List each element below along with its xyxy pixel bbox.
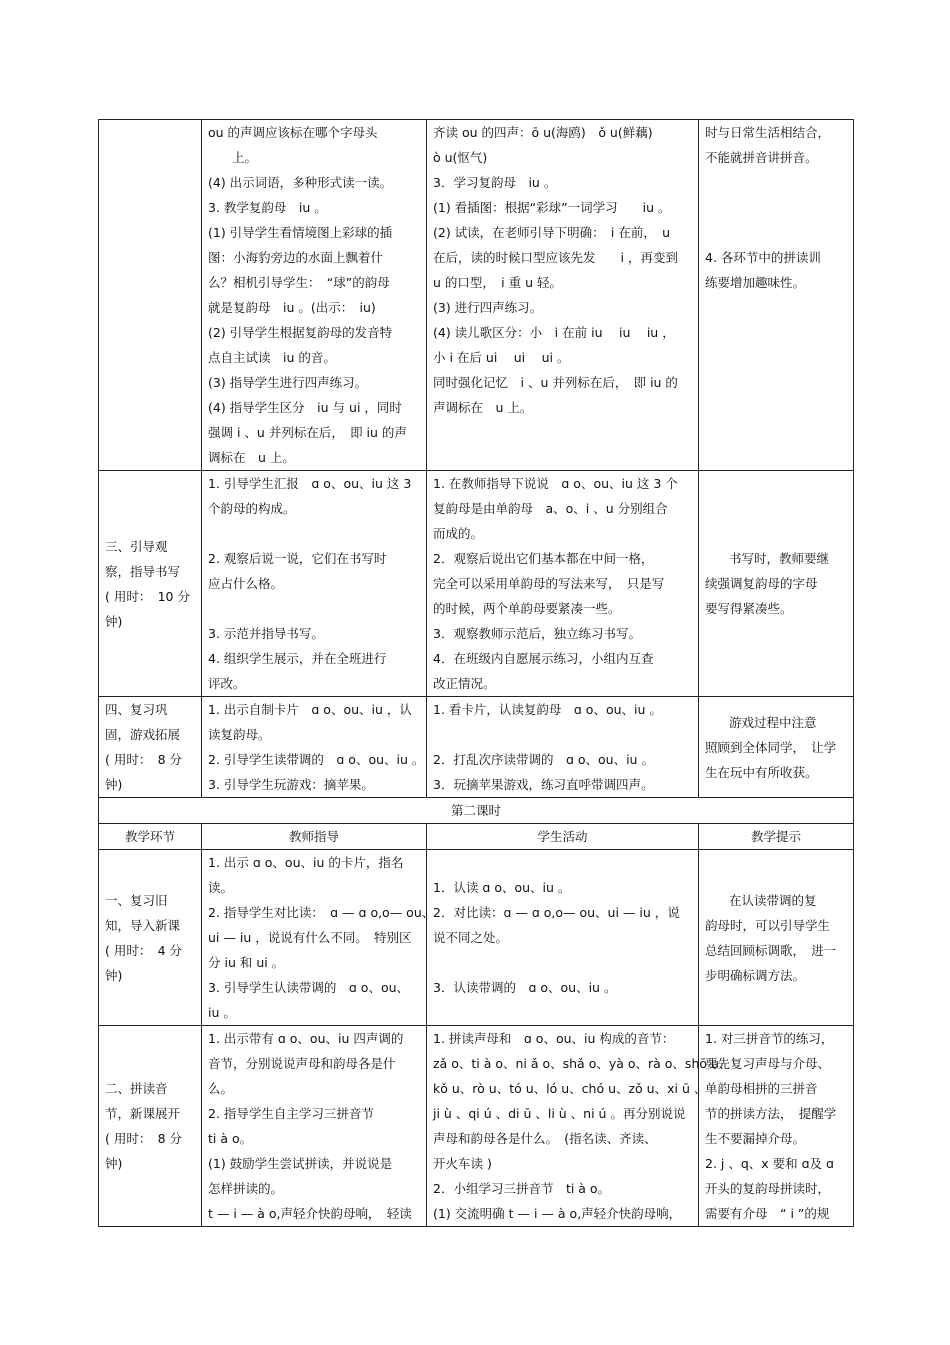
column-header-stage: 教学环节 xyxy=(99,824,202,850)
student-activity-cell: 1. 在教师指导下说说 ɑ o、ou、iu 这 3 个 复韵母是由单韵母 a、o、i 、u 分别组合 而成的。 2．观察后说出它们基本都在中间一格， 完全可以采用单韵母的写法来写， 只是写 的时候，两个单韵母要紧凑一些。 3．观察教师示范后，独立练习书写。 4．在班级内自愿展示练习，小组内互查 改正情况。 xyxy=(427,471,699,697)
teaching-tip-cell: 在认读带调的复 韵母时，可以引导学生 总结回顾标调歌， 进一 步明确标调方法。 xyxy=(699,850,854,1026)
table-row xyxy=(99,850,854,1026)
student-activity-cell: 1．认读 ɑ o、ou、iu 。 2．对比读：ɑ — ɑ o,o— ou、ui — iu ，说 说不同之处。 3．认读带调的 ɑ o、ou、iu 。 xyxy=(427,850,699,1026)
table-row xyxy=(99,471,854,697)
column-header-tip: 教学提示 xyxy=(699,824,854,850)
stage-cell: 二、拼读音 节，新课展开 ( 用时： 8 分 钟) xyxy=(99,1026,202,1227)
teaching-tip-cell: 1. 对三拼音节的练习， 要先复习声母与介母、 单韵母相拼的三拼音 节的拼读方法， 提醒学 生不要漏掉介母。 2. j 、q、x 要和 ɑ及 ɑ 开头的复韵母拼读时， 需要有介母 “ i ”的规 xyxy=(699,1026,854,1227)
teacher-guidance-cell: 1. 引导学生汇报 ɑ o、ou、iu 这 3 个韵母的构成。 2. 观察后说一说，它们在书写时 应占什么格。 3. 示范并指导书写。 4. 组织学生展示，并在全班进行 评改。 xyxy=(202,471,427,697)
teacher-guidance-cell: 1. 出示 ɑ o、ou、iu 的卡片，指名 读。 2. 指导学生对比读： ɑ — ɑ o,o— ou、 ui — iu ，说说有什么不同。 特别区 分 iu 和 ui 。 3. 引导学生认读带调的 ɑ o、ou、 iu 。 xyxy=(202,850,427,1026)
stage-cell: 三、引导观 察，指导书写 ( 用时： 10 分 钟) xyxy=(99,471,202,697)
stage-cell xyxy=(99,120,202,471)
teacher-guidance-cell: 1. 出示自制卡片 ɑ o、ou、iu ，认 读复韵母。 2. 引导学生读带调的 ɑ o、ou、iu 。 3. 引导学生玩游戏：摘苹果。 xyxy=(202,697,427,798)
student-activity-cell: 1. 看卡片，认读复韵母 ɑ o、ou、iu 。 2．打乱次序读带调的 ɑ o、ou、iu 。 3．玩摘苹果游戏，练习直呼带调四声。 xyxy=(427,697,699,798)
column-header-student: 学生活动 xyxy=(427,824,699,850)
teacher-guidance-cell: 1. 出示带有 ɑ o、ou、iu 四声调的 音节，分别说说声母和韵母各是什 么。 2. 指导学生自主学习三拼音节 ti à o。 (1) 鼓励学生尝试拼读，并说说是 怎样拼读的。 t — i — à o,声轻介快韵母响， 轻读 xyxy=(202,1026,427,1227)
lesson-plan-table xyxy=(98,119,854,1227)
teaching-tip-cell: 书写时，教师要继 续强调复韵母的字母 要写得紧凑些。 xyxy=(699,471,854,697)
student-activity-cell: 1. 拼读声母和 ɑ o、ou、iu 构成的音节： zǎ o、ti à o、ni ǎ o、shǎ o、yà o、rà o、shō u、 kǒ u、rò u、tó u、ló u、chó u、zǒ u、xi ū 、 ji ù 、qi ú 、di ū 、li ù 、ni ú 。再分别说说 声母和韵母各是什么。 (指名读、齐读、 开火车读 ) 2．小组学习三拼音节 ti à o。 (1) 交流明确 t — i — à o,声轻介快韵母响， xyxy=(427,1026,699,1227)
teaching-tip-cell: 时与日常生活相结合， 不能就拼音讲拼音。 4. 各环节中的拼读训 练要增加趣味性。 xyxy=(699,120,854,471)
stage-cell: 一、复习旧 知，导入新课 ( 用时： 4 分 钟) xyxy=(99,850,202,1026)
table-row xyxy=(99,697,854,798)
teacher-guidance-cell: ou 的声调应该标在哪个字母头 上。 (4) 出示词语，多种形式读一读。 3. 教学复韵母 iu 。 (1) 引导学生看情境图上彩球的插 图：小海豹旁边的水面上飘着什 么？相机引导学生： “球”的韵母 就是复韵母 iu 。(出示： iu) (2) 引导学生根据复韵母的发音特 点自主试读 iu 的音。 (3) 指导学生进行四声练习。 (4) 指导学生区分 iu 与 ui ，同时 强调 i 、u 并列标在后， 即 iu 的声 调标在 u 上。 xyxy=(202,120,427,471)
section-title: 第二课时 xyxy=(99,798,854,824)
column-header-teacher: 教师指导 xyxy=(202,824,427,850)
student-activity-cell: 齐读 ou 的四声：ō u(海鸥) ǒ u(鲜藕) ò u(怄气) 3．学习复韵母 iu 。 (1) 看插图：根据“彩球”一词学习 iu 。 (2) 试读，在老师引导下明确： i 在前， u 在后，读的时候口型应该先发 i ，再变到 u 的口型， i 重 u 轻。 (3) 进行四声练习。 (4) 读儿歌区分：小 i 在前 iu iu iu ， 小 i 在后 ui ui ui 。 同时强化记忆 i 、u 并列标在后， 即 iu 的 声调标在 u 上。 xyxy=(427,120,699,471)
table-row xyxy=(99,798,854,824)
table-row xyxy=(99,120,854,471)
header-row xyxy=(99,824,854,850)
table-row xyxy=(99,1026,854,1227)
stage-cell: 四、复习巩 固，游戏拓展 ( 用时： 8 分 钟) xyxy=(99,697,202,798)
teaching-tip-cell: 游戏过程中注意 照顾到全体同学， 让学 生在玩中有所收获。 xyxy=(699,697,854,798)
